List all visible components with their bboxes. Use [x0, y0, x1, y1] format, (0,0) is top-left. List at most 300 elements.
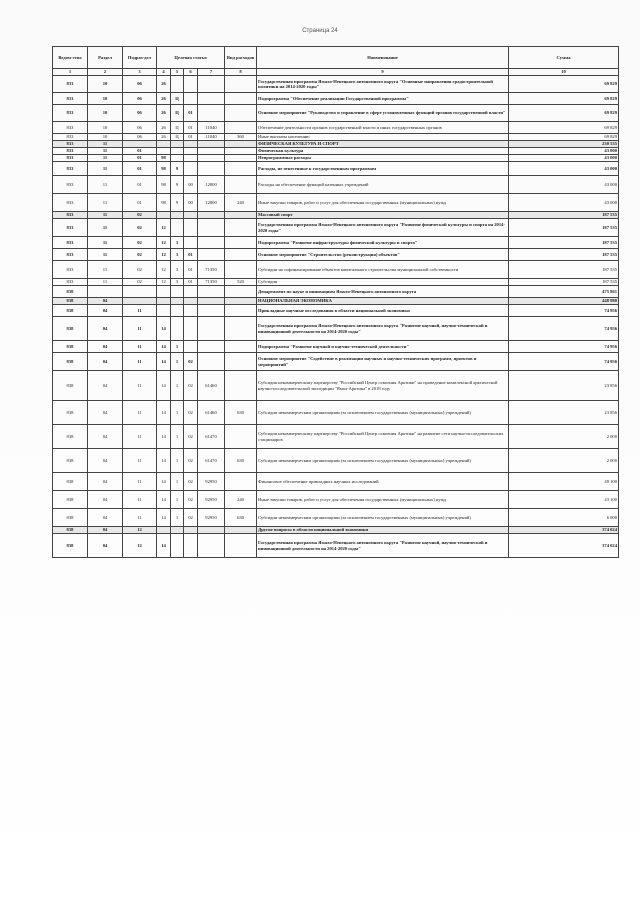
vedom-cell: 833: [53, 212, 88, 219]
cel-subprogram-cell: [171, 298, 184, 305]
vedom-cell: 833: [53, 194, 88, 212]
cel-program-cell: 12: [157, 237, 171, 249]
cel-subprogram-cell: [171, 212, 184, 219]
cel-subprogram-cell: [171, 141, 184, 148]
cel-program-cell: [157, 298, 171, 305]
vedom-cell: 833: [53, 237, 88, 249]
podrazdel-cell: 02: [123, 249, 157, 261]
cel-direction-cell: 71350: [198, 261, 225, 279]
cel-direction-cell: [198, 534, 225, 558]
name-cell: Физическая культура: [257, 148, 509, 155]
sum-cell: 69 829: [509, 122, 619, 134]
podrazdel-cell: 02: [123, 212, 157, 219]
sum-cell: 43 000: [509, 176, 619, 194]
cel-direction-cell: 92950: [198, 491, 225, 509]
cel-event-cell: [184, 212, 198, 219]
cel-subprogram-cell: 1: [171, 401, 184, 425]
razdel-cell: 11: [88, 279, 123, 286]
podrazdel-cell: 12: [123, 534, 157, 558]
cel-direction-cell: [198, 155, 225, 162]
podrazdel-cell: 01: [123, 155, 157, 162]
cel-program-cell: [157, 212, 171, 219]
cel-subprogram-cell: 3: [171, 261, 184, 279]
vid-cell: [225, 219, 257, 237]
vid-cell: [225, 105, 257, 122]
table-row: [53, 249, 619, 261]
vedom-cell: 833: [53, 122, 88, 134]
podrazdel-cell: 01: [123, 162, 157, 176]
cel-program-cell: [157, 305, 171, 317]
sum-cell: 374 024: [509, 534, 619, 558]
cel-program-cell: 98: [157, 194, 171, 212]
table-row: [53, 449, 619, 473]
cel-subprogram-cell: 3: [171, 237, 184, 249]
header-razdel: Раздел: [88, 47, 123, 69]
cel-subprogram-cell: [171, 527, 184, 534]
cel-event-cell: 02: [184, 371, 198, 401]
table-row: [53, 105, 619, 122]
podrazdel-cell: 06: [123, 105, 157, 122]
vedom-cell: 833: [53, 93, 88, 105]
podrazdel-cell: 11: [123, 491, 157, 509]
cel-direction-cell: [198, 317, 225, 341]
cel-event-cell: 02: [184, 473, 198, 491]
sum-cell: 74 956: [509, 341, 619, 353]
cel-direction-cell: 71350: [198, 279, 225, 286]
cel-subprogram-cell: [171, 76, 184, 93]
vid-cell: [225, 237, 257, 249]
cel-event-cell: 01: [184, 249, 198, 261]
table-row: [53, 534, 619, 558]
name-cell: Государственная программа Ямало-Ненецкого автономного округа "Развитие научной, научно-технической и инновационной деятельности на 2014-2020 годы": [257, 317, 509, 341]
razdel-cell: 04: [88, 317, 123, 341]
table-row: [53, 176, 619, 194]
cel-program-cell: 14: [157, 341, 171, 353]
podrazdel-cell: 06: [123, 134, 157, 141]
sum-cell: 187 535: [509, 249, 619, 261]
vid-cell: [225, 371, 257, 401]
vid-cell: [225, 286, 257, 298]
podrazdel-cell: [123, 286, 157, 298]
sum-cell: 49 100: [509, 473, 619, 491]
cel-direction-cell: [198, 162, 225, 176]
cel-program-cell: 26: [157, 76, 171, 93]
cel-direction-cell: 61460: [198, 401, 225, 425]
podrazdel-cell: 11: [123, 401, 157, 425]
cel-subprogram-cell: 1: [171, 449, 184, 473]
sum-cell: 69 829: [509, 105, 619, 122]
table-row: [53, 286, 619, 298]
razdel-cell: 04: [88, 534, 123, 558]
vid-cell: [225, 534, 257, 558]
vedom-cell: 833: [53, 219, 88, 237]
vid-cell: [225, 212, 257, 219]
cel-program-cell: 12: [157, 261, 171, 279]
table-row: [53, 194, 619, 212]
podrazdel-cell: 11: [123, 353, 157, 371]
cel-event-cell: [184, 155, 198, 162]
sum-cell: 448 980: [509, 298, 619, 305]
podrazdel-cell: [123, 298, 157, 305]
cel-program-cell: 98: [157, 176, 171, 194]
razdel-cell: 04: [88, 341, 123, 353]
cel-program-cell: 26: [157, 122, 171, 134]
podrazdel-cell: 02: [123, 237, 157, 249]
header-sum: Сумма: [509, 47, 619, 69]
razdel-cell: 11: [88, 237, 123, 249]
vedom-cell: 833: [53, 155, 88, 162]
cel-direction-cell: 11040: [198, 122, 225, 134]
cel-direction-cell: 92950: [198, 473, 225, 491]
name-cell: ФИЗИЧЕСКАЯ КУЛЬТУРА И СПОРТ: [257, 141, 509, 148]
vedom-cell: 833: [53, 249, 88, 261]
vid-cell: [225, 298, 257, 305]
sum-cell: 6 000: [509, 509, 619, 527]
name-cell: Иные выплаты населению: [257, 134, 509, 141]
cel-direction-cell: [198, 93, 225, 105]
name-cell: Подпрограмма "Развитие научной и научно-технической деятельности": [257, 341, 509, 353]
name-cell: Основное мероприятие "Содействие в реализации научных и научно-технических программ, проектов и мероприятий": [257, 353, 509, 371]
table-row: [53, 141, 619, 148]
header-podrazdel: Подраз-дел: [123, 47, 157, 69]
name-cell: Государственная программа Ямало-Ненецкого автономного округа "Развитие физической культуры и спорта на 2014-2020 годы": [257, 219, 509, 237]
cel-program-cell: 14: [157, 371, 171, 401]
cel-subprogram-cell: 1: [171, 353, 184, 371]
cel-event-cell: [184, 141, 198, 148]
cel-event-cell: [184, 527, 198, 534]
vid-cell: [225, 76, 257, 93]
vedom-cell: 838: [53, 473, 88, 491]
cel-program-cell: 14: [157, 353, 171, 371]
cel-direction-cell: [198, 286, 225, 298]
razdel-cell: 10: [88, 134, 123, 141]
column-index-cell: 4: [157, 69, 171, 76]
cel-event-cell: [184, 76, 198, 93]
cel-direction-cell: [198, 305, 225, 317]
cel-program-cell: 98: [157, 155, 171, 162]
table-row: [53, 261, 619, 279]
vedom-cell: 838: [53, 491, 88, 509]
razdel-cell: 11: [88, 176, 123, 194]
cel-event-cell: 01: [184, 279, 198, 286]
name-cell: Государственная программа Ямало-Ненецкого автономного округа "Основные направления градостроительной политики на 2014-2020 годы": [257, 76, 509, 93]
cel-program-cell: 14: [157, 534, 171, 558]
sum-cell: 2 000: [509, 449, 619, 473]
cel-program-cell: 14: [157, 425, 171, 449]
column-index-cell: 10: [509, 69, 619, 76]
cel-event-cell: 02: [184, 353, 198, 371]
name-cell: Непрограммные расходы: [257, 155, 509, 162]
podrazdel-cell: 01: [123, 148, 157, 155]
cel-program-cell: 26: [157, 134, 171, 141]
cel-direction-cell: 92950: [198, 509, 225, 527]
vedom-cell: 838: [53, 401, 88, 425]
table-row: [53, 509, 619, 527]
sum-cell: 43 000: [509, 155, 619, 162]
cel-subprogram-cell: 1: [171, 371, 184, 401]
name-cell: НАЦИОНАЛЬНАЯ ЭКОНОМИКА: [257, 298, 509, 305]
cel-direction-cell: [198, 141, 225, 148]
name-cell: Другие вопросы в области национальной экономики: [257, 527, 509, 534]
header-row: [53, 47, 619, 69]
name-cell: Субсидия некоммерческому партнерству "Российский Центр освоения Арктики" на развитие сети научно-исследовательских стационаров: [257, 425, 509, 449]
cel-subprogram-cell: [171, 534, 184, 558]
cel-direction-cell: [198, 76, 225, 93]
vedom-cell: 838: [53, 449, 88, 473]
cel-direction-cell: [198, 237, 225, 249]
vedom-cell: 838: [53, 298, 88, 305]
vedom-cell: 833: [53, 261, 88, 279]
razdel-cell: 11: [88, 249, 123, 261]
vedom-cell: 833: [53, 134, 88, 141]
cel-program-cell: 26: [157, 105, 171, 122]
vedom-cell: 833: [53, 148, 88, 155]
cel-subprogram-cell: 1: [171, 341, 184, 353]
vid-cell: [225, 341, 257, 353]
header-name: Наименование: [257, 47, 509, 69]
name-cell: Государственная программа Ямало-Ненецкого автономного округа "Развитие научной, научно-технической и инновационной деятельности на 2014-2020 годы": [257, 534, 509, 558]
column-index-cell: 1: [53, 69, 88, 76]
cel-program-cell: 26: [157, 93, 171, 105]
table-row: [53, 134, 619, 141]
name-cell: Субсидии некоммерческим организациям (за исключением государственных (муниципальных) учреждений): [257, 449, 509, 473]
podrazdel-cell: 06: [123, 93, 157, 105]
sum-cell: 2 000: [509, 425, 619, 449]
name-cell: Расходы на обеспечение функций казенных учреждений: [257, 176, 509, 194]
column-index-cell: 3: [123, 69, 157, 76]
table-row: [53, 353, 619, 371]
vedom-cell: 838: [53, 305, 88, 317]
cel-program-cell: 12: [157, 219, 171, 237]
sum-cell: 230 535: [509, 141, 619, 148]
cel-subprogram-cell: 1: [171, 509, 184, 527]
name-cell: Субсидии некоммерческим организациям (за исключением государственных (муниципальных) учреждений): [257, 401, 509, 425]
podrazdel-cell: 11: [123, 449, 157, 473]
name-cell: Иные закупки товаров, работ и услуг для обеспечения государственных (муниципальных) нужд: [257, 194, 509, 212]
cel-subprogram-cell: Ц: [171, 122, 184, 134]
vid-cell: 630: [225, 449, 257, 473]
vid-cell: [225, 155, 257, 162]
vedom-cell: 838: [53, 425, 88, 449]
cel-subprogram-cell: Ц: [171, 93, 184, 105]
razdel-cell: 04: [88, 298, 123, 305]
column-index-cell: 2: [88, 69, 123, 76]
cel-program-cell: 14: [157, 509, 171, 527]
cel-subprogram-cell: 1: [171, 491, 184, 509]
razdel-cell: 04: [88, 449, 123, 473]
vedom-cell: 838: [53, 353, 88, 371]
table-row: [53, 473, 619, 491]
name-cell: Финансовое обеспечение прикладных научных исследований: [257, 473, 509, 491]
cel-direction-cell: [198, 298, 225, 305]
cel-event-cell: 02: [184, 509, 198, 527]
vid-cell: [225, 93, 257, 105]
table-row: [53, 317, 619, 341]
table-body: [53, 76, 619, 558]
vedom-cell: 838: [53, 371, 88, 401]
vedom-cell: 833: [53, 105, 88, 122]
table-row: [53, 148, 619, 155]
cel-direction-cell: [198, 148, 225, 155]
cel-event-cell: 02: [184, 449, 198, 473]
cel-direction-cell: [198, 249, 225, 261]
razdel-cell: 04: [88, 371, 123, 401]
vedom-cell: 833: [53, 141, 88, 148]
table-row: [53, 155, 619, 162]
table-row: [53, 401, 619, 425]
cel-program-cell: 98: [157, 162, 171, 176]
sum-cell: 43 100: [509, 491, 619, 509]
vid-cell: 630: [225, 509, 257, 527]
sum-cell: 187 535: [509, 279, 619, 286]
razdel-cell: 10: [88, 76, 123, 93]
budget-table: [52, 46, 619, 558]
column-index-cell: 8: [225, 69, 257, 76]
vid-cell: [225, 305, 257, 317]
podrazdel-cell: 02: [123, 279, 157, 286]
sum-cell: 43 000: [509, 162, 619, 176]
table-row: [53, 527, 619, 534]
cel-event-cell: [184, 305, 198, 317]
cel-subprogram-cell: [171, 219, 184, 237]
cel-event-cell: 00: [184, 194, 198, 212]
cel-subprogram-cell: [171, 286, 184, 298]
cel-event-cell: 00: [184, 176, 198, 194]
vedom-cell: 833: [53, 162, 88, 176]
name-cell: Департамент по науке и инновациям Ямало-Ненецкого автономного округа: [257, 286, 509, 298]
razdel-cell: 11: [88, 194, 123, 212]
vid-cell: [225, 249, 257, 261]
cel-event-cell: [184, 534, 198, 558]
name-cell: Подпрограмма "Развитие инфраструктуры физической культуры и спорта": [257, 237, 509, 249]
sum-cell: 43 000: [509, 194, 619, 212]
cel-event-cell: [184, 93, 198, 105]
razdel-cell: [88, 286, 123, 298]
sum-cell: 69 829: [509, 93, 619, 105]
cel-subprogram-cell: 3: [171, 279, 184, 286]
podrazdel-cell: 02: [123, 219, 157, 237]
razdel-cell: 04: [88, 527, 123, 534]
table-row: [53, 298, 619, 305]
vedom-cell: 838: [53, 317, 88, 341]
cel-subprogram-cell: [171, 317, 184, 341]
razdel-cell: 04: [88, 473, 123, 491]
table-row: [53, 122, 619, 134]
sum-cell: 23 856: [509, 371, 619, 401]
cel-direction-cell: 61460: [198, 371, 225, 401]
name-cell: Массовый спорт: [257, 212, 509, 219]
cel-program-cell: [157, 286, 171, 298]
cel-subprogram-cell: 9: [171, 176, 184, 194]
vid-cell: 520: [225, 279, 257, 286]
cel-direction-cell: [198, 105, 225, 122]
cel-event-cell: 02: [184, 491, 198, 509]
name-cell: Субсидия некоммерческому партнерству "Российский Центр освоения Арктики" на проведение комплексной арктической научно-исследовательской экспедиции "Ямал-Арктика" в 2018 году: [257, 371, 509, 401]
sum-cell: 69 829: [509, 76, 619, 93]
table-row: [53, 219, 619, 237]
cel-direction-cell: [198, 219, 225, 237]
podrazdel-cell: 11: [123, 425, 157, 449]
name-cell: Иные закупки товаров, работ и услуг для обеспечения государственных (муниципальных) нужд: [257, 491, 509, 509]
vid-cell: [225, 162, 257, 176]
podrazdel-cell: 06: [123, 76, 157, 93]
vid-cell: 360: [225, 134, 257, 141]
cel-program-cell: 14: [157, 317, 171, 341]
sum-cell: 187 535: [509, 237, 619, 249]
razdel-cell: 10: [88, 122, 123, 134]
cel-subprogram-cell: Ц: [171, 134, 184, 141]
cel-subprogram-cell: [171, 305, 184, 317]
cel-direction-cell: 11040: [198, 134, 225, 141]
podrazdel-cell: 02: [123, 261, 157, 279]
name-cell: Субсидии некоммерческим организациям (за исключением государственных (муниципальных) учреждений): [257, 509, 509, 527]
razdel-cell: 04: [88, 401, 123, 425]
vedom-cell: 838: [53, 509, 88, 527]
cel-program-cell: [157, 148, 171, 155]
name-cell: Основное мероприятие "Строительство (реконструкция) объектов": [257, 249, 509, 261]
vedom-cell: 833: [53, 176, 88, 194]
sum-cell: 69 829: [509, 134, 619, 141]
cel-event-cell: [184, 298, 198, 305]
column-index-cell: 7: [198, 69, 225, 76]
name-cell: Субсидии на софинансирование объектов капитального строительства муниципальной собственности: [257, 261, 509, 279]
razdel-cell: 11: [88, 219, 123, 237]
cel-event-cell: [184, 148, 198, 155]
cel-event-cell: [184, 341, 198, 353]
sum-cell: 187 535: [509, 212, 619, 219]
razdel-cell: 11: [88, 141, 123, 148]
vid-cell: [225, 353, 257, 371]
podrazdel-cell: [123, 141, 157, 148]
name-cell: Основное мероприятие "Руководство и управление в сфере установленных функций органов государственной власти": [257, 105, 509, 122]
vedom-cell: 833: [53, 279, 88, 286]
table-row: [53, 76, 619, 93]
cel-subprogram-cell: 9: [171, 194, 184, 212]
podrazdel-cell: 11: [123, 305, 157, 317]
vid-cell: [225, 527, 257, 534]
table-row: [53, 371, 619, 401]
table-row: [53, 305, 619, 317]
podrazdel-cell: 06: [123, 122, 157, 134]
table-row: [53, 279, 619, 286]
name-cell: Подпрограмма "Обеспечение реализации Государственной программы": [257, 93, 509, 105]
vedom-cell: 838: [53, 534, 88, 558]
name-cell: Прикладные научные исследования в области национальной экономики: [257, 305, 509, 317]
razdel-cell: 11: [88, 212, 123, 219]
cel-direction-cell: [198, 341, 225, 353]
cel-event-cell: 01: [184, 122, 198, 134]
podrazdel-cell: 11: [123, 509, 157, 527]
cel-event-cell: 02: [184, 425, 198, 449]
vid-cell: 630: [225, 401, 257, 425]
column-index-row: [53, 69, 619, 76]
sum-cell: 187 535: [509, 261, 619, 279]
table-row: [53, 341, 619, 353]
header-vedom: Ведом-ство: [53, 47, 88, 69]
razdel-cell: 04: [88, 425, 123, 449]
cel-event-cell: [184, 219, 198, 237]
name-cell: Обеспечение деятельности органов государственной власти и иных государственных органов: [257, 122, 509, 134]
cel-direction-cell: 12000: [198, 194, 225, 212]
cel-subprogram-cell: Ц: [171, 105, 184, 122]
vid-cell: [225, 141, 257, 148]
cel-subprogram-cell: [171, 148, 184, 155]
podrazdel-cell: 11: [123, 317, 157, 341]
cel-program-cell: 12: [157, 279, 171, 286]
sum-cell: 74 956: [509, 353, 619, 371]
razdel-cell: 10: [88, 93, 123, 105]
vid-cell: [225, 176, 257, 194]
